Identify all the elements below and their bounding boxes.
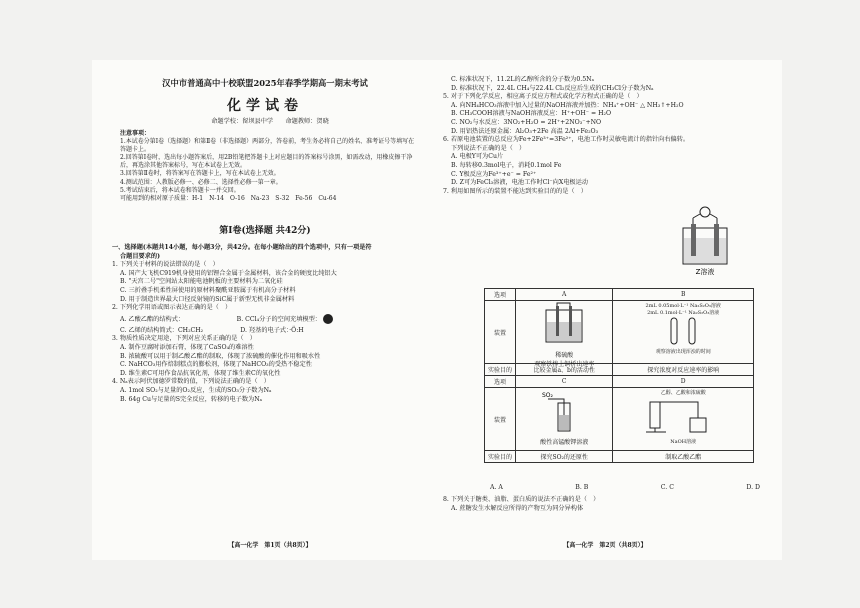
purpose-c: 探究SO₂的还原性 — [516, 451, 613, 463]
q4-d: D. 标准状况下，22.4L CH₄与22.4L Cl₂反应后生成的CH₃Cl分子数为Nₐ — [451, 84, 654, 92]
atomic-masses: 可能用到的相对原子质量：H-1 N-14 O-16 Na-23 S-32 Fe-56 Cu-64 — [120, 194, 337, 202]
table-row-device-2: 装置 — [485, 388, 516, 451]
device-d — [613, 388, 754, 451]
q1-b: B. "天宫二号"空间站太阳能电池帆板的主要材料为二氧化硅 — [120, 278, 283, 286]
device-a-caption: 稀硫酸 — [555, 352, 574, 359]
answer-b: B. B — [575, 484, 589, 491]
note-1: 1.本试卷分第Ⅰ卷（选择题）和第Ⅱ卷（非选择题）两部分，答卷前，考生务必将自己的姓名、准考证号等填写在答题卡上。 — [120, 138, 415, 154]
test-tubes-icon — [653, 316, 713, 346]
q8: 8. 下列关于糖类、油脂、蛋白质的说法不正确的是（ ） — [443, 496, 600, 503]
q3-d: D. 维生素C可用作食品抗氧化剂，体现了维生素C的氧化性 — [120, 369, 281, 377]
q3-b: B. 浓硫酸可以用于制乙酸乙酯的制取，体现了浓硫酸的催化作用和吸水性 — [120, 352, 321, 360]
q4-c: C. 标准状况下，11.2L的乙醇所含的分子数为0.5Nₐ — [451, 76, 594, 83]
purpose-a: 比较金属a、b的活动性 — [516, 364, 613, 376]
subject-title: 化学试卷 — [227, 98, 303, 114]
device-b-caption: 观察溶液出现浑浊的时间 — [655, 349, 711, 355]
device-b-label1: 2mL 0.05mol·L⁻¹ Na₂S₂O₃溶液 — [645, 303, 721, 309]
q4-b: B. 64g Cu与足量的S完全反应，转移的电子数为Nₐ — [120, 395, 263, 403]
answer-c: C. C — [660, 484, 674, 491]
table-header2-option: 选项 — [485, 376, 516, 388]
q1: 1. 下列关于材料的说法错误的是（ ） — [112, 261, 219, 269]
section-intro-2: 合题目要求的) — [120, 252, 161, 260]
q4-a: A. 1mol SO₂与足量的O₂反应，生成的SO₃分子数为Nₐ — [120, 386, 272, 394]
exam-meta: 命题学校：留坝县中学 命题教师：贺晓 — [211, 118, 329, 125]
note-5: 5.考试结束后，将本试卷和答题卡一并交回。 — [120, 186, 240, 194]
section-title: 第Ⅰ卷(选择题 共42分) — [219, 226, 311, 236]
table-row-purpose-2: 实验目的 — [485, 451, 516, 463]
q5-a: A. 向NH₄HCO₃溶液中加入过量的NaOH溶液并加热：NH₄⁺+OH⁻ △ NH₃↑+H₂O — [451, 101, 684, 109]
q2-cd: C. 乙烯的结构简式：CH₂CH₂ D. 羟基的电子式：·Ö:H — [120, 326, 304, 334]
section-intro-1: 一、选择题(本题共14小题，每小题3分，共42分。在每小题给出的四个选项中，只有一项是符 — [112, 244, 372, 251]
table-header-b: B — [613, 289, 754, 301]
q6: 6. 若原电池装置的总反应为Fe+2Fe³⁺=3Fe²⁺，电池工作时灵敏电流计的指针向右偏转。 — [443, 136, 690, 144]
experiment-table — [484, 288, 754, 463]
table-row-purpose-1: 实验目的 — [485, 364, 516, 376]
q6-c: C. Y极反应为Fe³⁺+e⁻ = Fe²⁺ — [451, 170, 537, 178]
table-header2-c: C — [516, 376, 613, 388]
q6-b: B. 每转移0.3mol电子，消耗0.1mol Fe — [451, 161, 562, 169]
q3-a: A. 制作豆腐时添加石膏，体现了CaSO₄的难溶性 — [120, 343, 254, 351]
battery-label: Z溶液 — [695, 268, 715, 276]
right-column — [443, 76, 761, 196]
q2-ab — [112, 313, 428, 327]
ester-apparatus-icon — [638, 396, 728, 436]
device-d-caption: 乙醇、乙酸和浓硫酸 — [660, 390, 706, 396]
note-4: 4.测试范围：人教版必修一、必修二、选择性必修一第一章。 — [120, 178, 282, 186]
device-b — [613, 301, 754, 364]
q1-d: D. 用于制造世界最大口径反射镜的SiC属于新型无机非金属材料 — [120, 295, 295, 303]
table-header2-d: D — [613, 376, 754, 388]
device-a — [516, 301, 613, 368]
q5-c: C. NO₂与水反应：3NO₂+H₂O = 2H⁺+2NO₃⁻+NO — [451, 118, 602, 126]
q3: 3. 物质性质决定用途，下列对应关系正确的是（ ） — [112, 335, 256, 343]
q1-c: C. 三折叠手机柔性屏使用的原材料聚酰亚胺属于有机高分子材料 — [120, 286, 296, 294]
answer-a: A. A — [490, 484, 503, 491]
q4: 4. Nₐ表示阿伏加德罗常数的值，下列说法正确的是（ ） — [112, 378, 270, 386]
device-a-caption2: 观察铁棒上铜析出速率 — [534, 361, 595, 368]
device-d-caption2: NaOH溶液 — [670, 439, 697, 445]
device-b-label2: 2mL 0.1mol·L⁻¹ Na₂S₂O₃溶液 — [647, 310, 720, 316]
q6-a: A. 电极Y可为Cu片 — [451, 153, 504, 161]
exam-title: 汉中市普通高中十校联盟2025年春季学期高一期末考试 — [162, 78, 368, 88]
ccl4-model-icon — [323, 314, 333, 324]
q7-answers — [490, 484, 760, 491]
purpose-b: 探究浓度对反应速率的影响 — [613, 364, 754, 376]
q2: 2. 下列化学用语或图示表达正确的是（ ） — [112, 304, 232, 312]
q3-c: C. NaHCO₃用作焙制糕点的膨松剂，体现了NaHCO₃的受热不稳定性 — [120, 361, 312, 369]
device-c — [516, 388, 613, 451]
table-row-device: 装置 — [485, 301, 516, 364]
footer-right: 【高一化学 第2页（共8页）】 — [563, 542, 647, 549]
note-2: 2.回答第Ⅰ卷时，选出每小题答案后，用2B铅笔把答题卡上对应题目的答案标号涂黑，如需改动，用橡皮擦干净后，再选涂其他答案标号，写在本试卷上无效。 — [120, 154, 413, 170]
q5-b: B. CH₃COOH溶液与NaOH溶液反应：H⁺+OH⁻ = H₂O — [451, 110, 612, 118]
left-column — [112, 244, 428, 404]
q6-stem: 下列说法不正确的是（ ） — [451, 144, 526, 152]
q5-d: D. 用铝热法还原金属：Al₂O₃+2Fe 高温 2Al+Fe₂O₃ — [451, 127, 599, 135]
so2-tube-icon — [534, 389, 594, 435]
footer-left: 【高一化学 第1页（共8页）】 — [228, 542, 312, 549]
q5: 5. 对于下列化学反应，相应离子反应方程式或化学方程式正确的是（ ） — [443, 93, 643, 101]
q6-d: D. Z可为FeCl₃溶液，电池工作时Cl⁻向X电极运动 — [451, 179, 588, 187]
purpose-d: 制取乙酸乙酯 — [613, 451, 754, 463]
notes-block — [120, 130, 420, 203]
svg-text:SO₂: SO₂ — [542, 392, 554, 399]
table-header-option: 选项 — [485, 289, 516, 301]
answer-d: D. D — [746, 484, 760, 491]
beaker-a-icon — [534, 302, 594, 348]
note-3: 3.回答第Ⅱ卷时，将答案写在答题卡上，写在本试卷上无效。 — [120, 170, 280, 178]
device-c-caption: 酸性高锰酸钾溶液 — [540, 439, 589, 446]
q7: 7. 利用如图所示的装置不能达到实验目的的是（ ） — [443, 187, 587, 195]
galvanic-cell-diagram — [675, 206, 735, 276]
q1-a: A. 国产大飞机C919机身使用的铝锂合金属于金属材料，该合金的硬度比纯铝大 — [120, 269, 337, 277]
table-header-a: A — [516, 289, 613, 301]
notes-title: 注意事项： — [120, 130, 151, 137]
q8-block — [443, 496, 761, 513]
q8-a: A. 蔗糖发生水解反应所得的产物互为同分异构体 — [451, 504, 584, 512]
q2-ab-text: A. 乙酸乙酯的结构式： B. CCl₄分子的空间充填模型： — [120, 315, 321, 323]
